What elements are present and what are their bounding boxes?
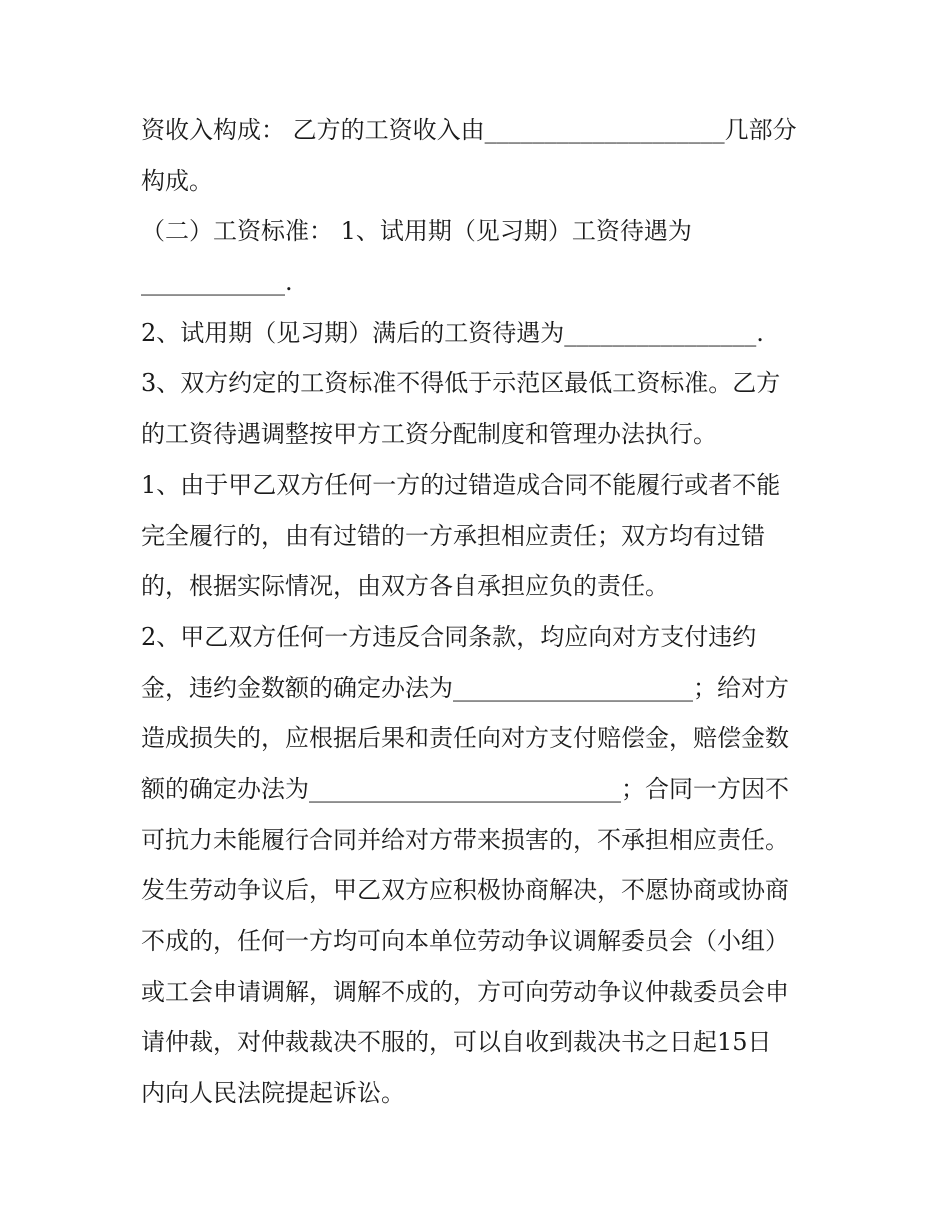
text-line: 3、双方约定的工资标准不得低于示范区最低工资标准。乙方 xyxy=(141,369,781,398)
document-body xyxy=(141,105,821,1119)
text-line: 完全履行的，由有过错的一方承担相应责任；双方均有过错 xyxy=(141,521,765,550)
text-line: 请仲裁，对仲裁裁决不服的，可以自收到裁决书之日起15日 xyxy=(141,1028,772,1057)
text-line: 资收入构成： 乙方的工资收入由____________________几部分 xyxy=(141,116,797,144)
text-line: 金，违约金数额的确定办法为____________________；给对方 xyxy=(141,673,789,702)
text-line: 内向人民法院提起诉讼。 xyxy=(141,1079,405,1108)
text-line: 额的确定办法为__________________________；合同一方因不 xyxy=(141,774,789,803)
text-line: 1、由于甲乙双方任何一方的过错造成合同不能履行或者不能 xyxy=(141,470,781,499)
text-line: （二）工资标准： 1、试用期（见习期）工资待遇为 xyxy=(141,217,692,246)
text-line: 的工资待遇调整按甲方工资分配制度和管理办法执行。 xyxy=(141,420,717,449)
text-line: 造成损失的，应根据后果和责任向对方支付赔偿金，赔偿金数 xyxy=(141,724,789,753)
text-line: 的，根据实际情况，由双方各自承担应负的责任。 xyxy=(141,572,669,601)
text-line: 不成的，任何一方均可向本单位劳动争议调解委员会（小组） xyxy=(141,927,789,955)
text-line: 2、甲乙双方任何一方违反合同条款，均应向对方支付违约 xyxy=(141,622,757,651)
text-line: ____________. xyxy=(141,268,293,297)
text-line: 可抗力未能履行合同并给对方带来损害的，不承担相应责任。 xyxy=(141,825,789,854)
text-line: 2、试用期（见习期）满后的工资待遇为________________. xyxy=(141,318,764,347)
text-line: 发生劳动争议后，甲乙双方应积极协商解决，不愿协商或协商 xyxy=(141,876,789,905)
text-line: 或工会申请调解，调解不成的，方可向劳动争议仲裁委员会申 xyxy=(141,977,789,1006)
text-line: 构成。 xyxy=(141,166,213,195)
